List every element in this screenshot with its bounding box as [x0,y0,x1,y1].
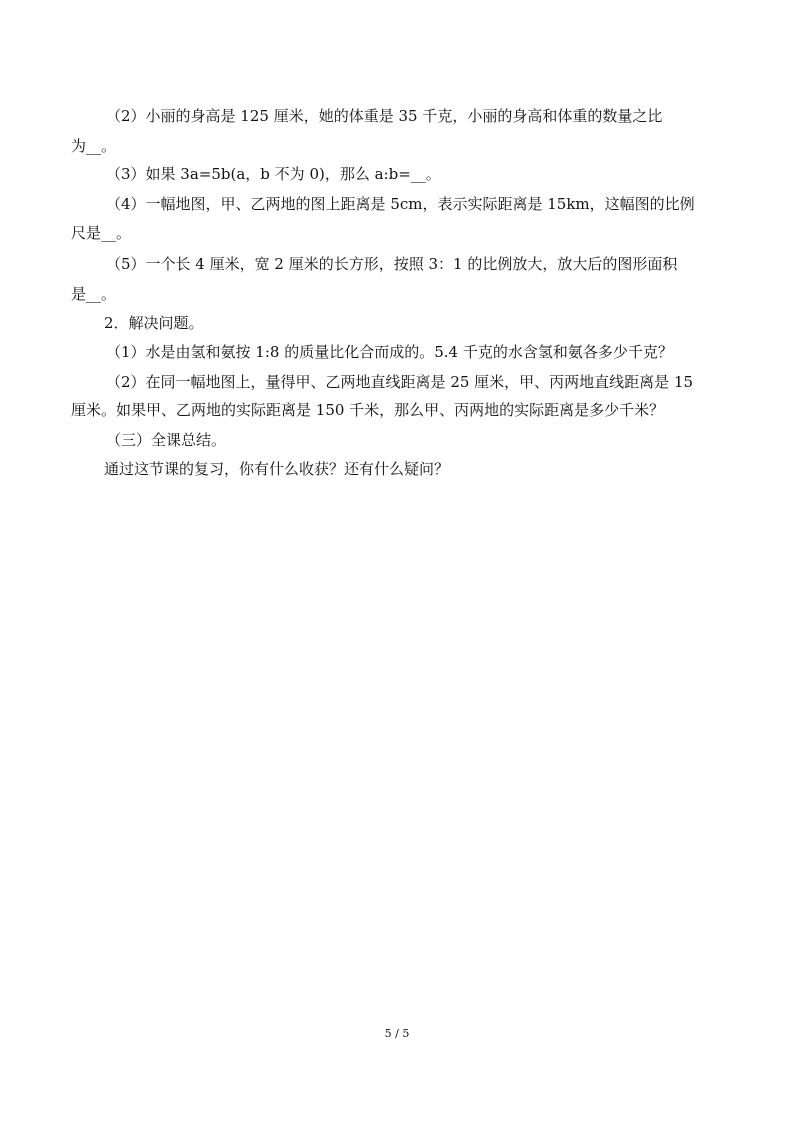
problem-2-line-1: （2）在同一幅地图上，量得甲、乙两地直线距离是 25 厘米，甲、丙两地直线距离是 15 [106,373,694,391]
summary-question: 通过这节课的复习，你有什么收获？还有什么疑问？ [104,460,450,478]
section-3-heading: （三）全课总结。 [106,431,227,449]
section-2-heading: 2．解决问题。 [104,314,204,332]
question-5-line-1: （5）一个长 4 厘米，宽 2 厘米的长方形，按照 3：1 的比例放大，放大后的图形面积 [106,255,678,273]
problem-1-line: （1）水是由氢和氨按 1:8 的质量比化合而成的。5.4 千克的水含氢和氨各多少千克？ [106,343,673,361]
page-number: 5 / 5 [384,1027,410,1040]
question-4-line-1: （4）一幅地图，甲、乙两地的图上距离是 5cm，表示实际距离是 15km，这幅图的比例 [106,195,695,213]
question-5-line-2: 是__。 [71,285,117,303]
question-3-line: （3）如果 3a=5b(a，b 不为 0)，那么 a:b=__。 [106,165,441,183]
question-2-line-1: （2）小丽的身高是 125 厘米，她的体重是 35 千克，小丽的身高和体重的数量之比 [106,107,663,125]
question-2-line-2: 为__。 [71,137,117,155]
question-4-line-2: 尺是__。 [71,224,132,242]
problem-2-line-2: 厘米。如果甲、乙两地的实际距离是 150 千米，那么甲、丙两地的实际距离是多少千米？ [71,401,665,419]
